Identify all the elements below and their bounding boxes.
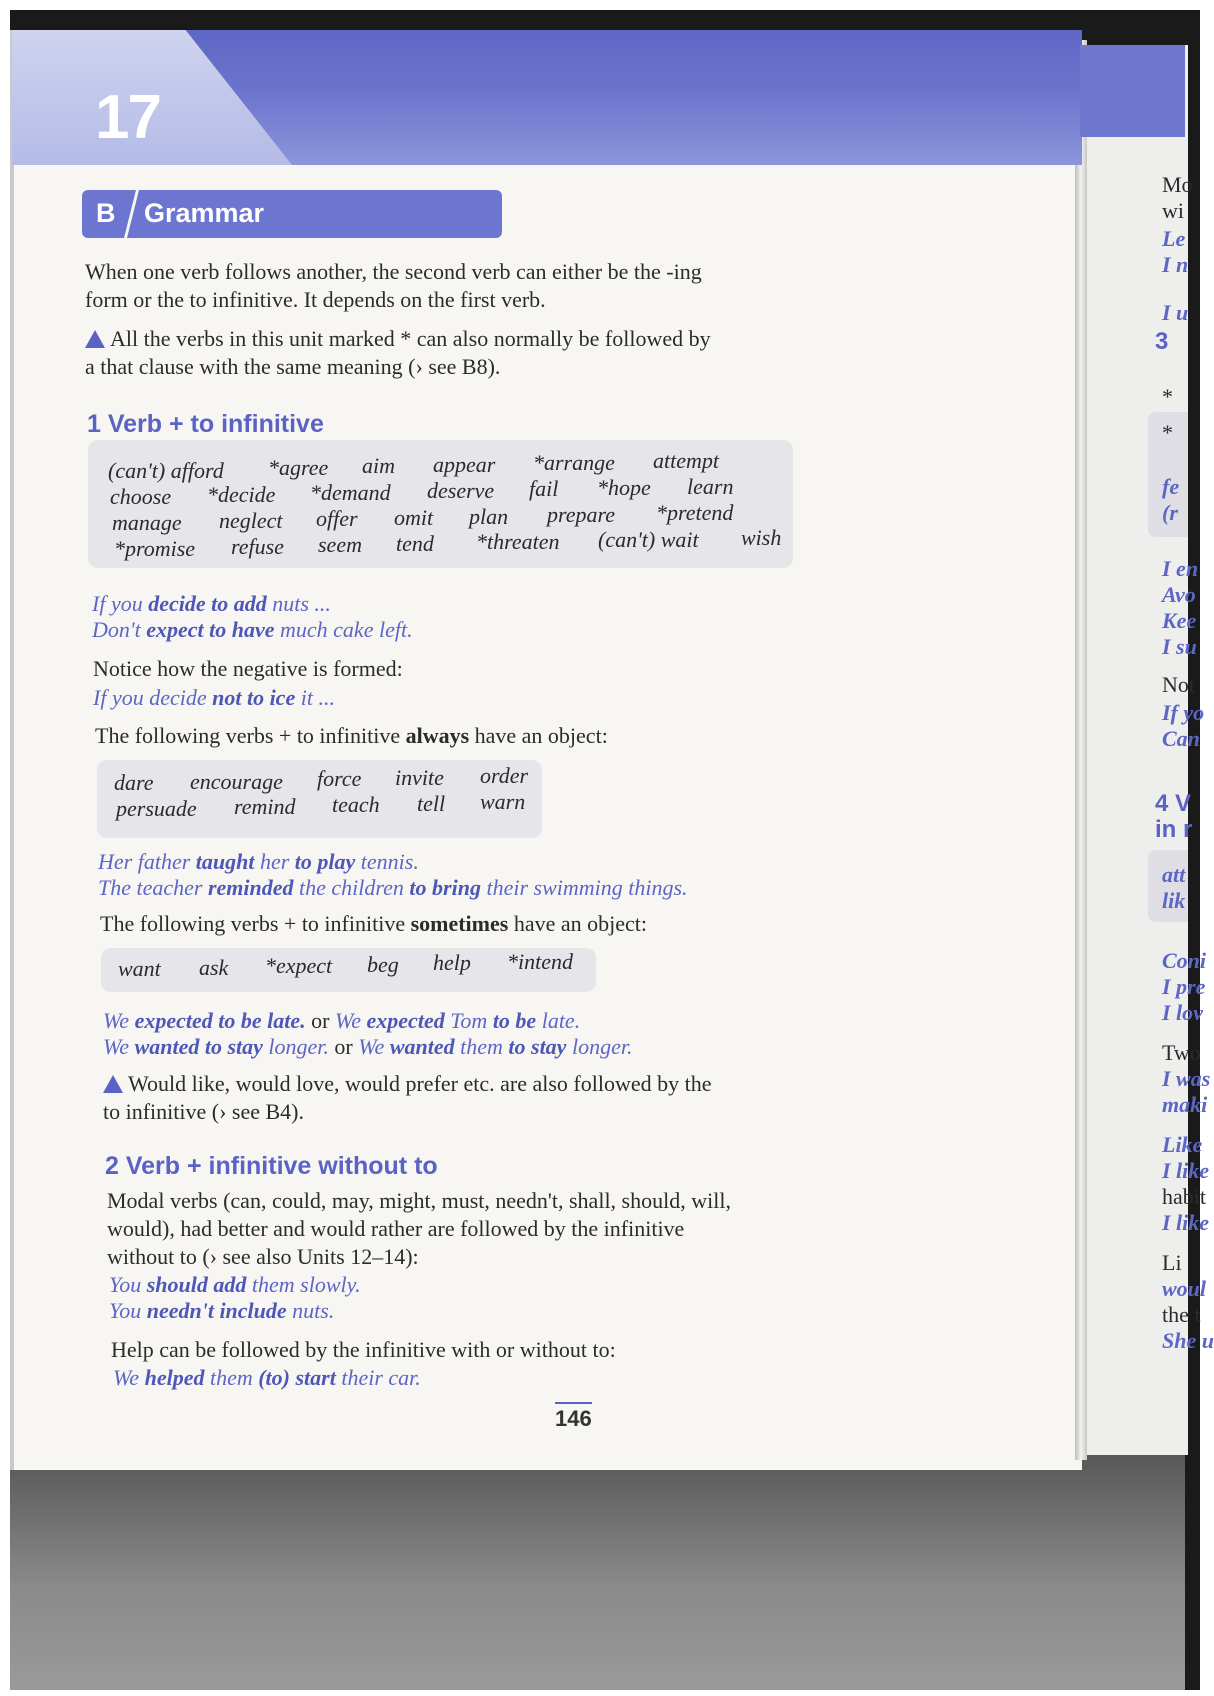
right-page-fragment: in r [1155,816,1193,843]
example-taught: Her father taught her to play tennis. [98,849,419,874]
section-letter: B [96,198,116,228]
verb-item: *threaten [476,529,560,555]
verb-item: help [433,950,471,976]
right-page-fragment: Mo [1162,172,1193,197]
warning-icon [103,1075,123,1093]
verb-item: *intend [507,948,573,974]
right-page-fragment: fe [1162,474,1180,499]
right-page-fragment: maki [1162,1092,1208,1117]
right-page-fragment: She u [1162,1328,1214,1353]
verb-item: deserve [427,478,495,504]
help-line: Help can be followed by the infinitive with or without to: [111,1337,616,1362]
right-page-fragment: Not [1162,672,1195,697]
example-decide: If you decide to add nuts ... [92,591,331,616]
intro-line-2: form or the to infinitive. It depends on the first verb. [85,287,546,312]
section-2-title: 2 Verb + infinitive without to [105,1152,438,1180]
right-page-fragment: Can [1162,726,1200,751]
verb-item: refuse [231,533,284,559]
verb-item: *hope [597,475,651,501]
verb-item: neglect [219,508,283,533]
right-page-fragment: I lov [1162,1000,1203,1025]
section-1-title: 1 Verb + to infinitive [87,410,324,438]
verb-item: force [317,766,362,792]
section-header [82,190,502,238]
negative-example: If you decide not to ice it ... [93,685,335,710]
right-page-fragment: Avo [1162,582,1196,607]
verb-item: *promise [114,535,196,561]
verb-item: choose [110,483,172,509]
would-like-note-line-2: to infinitive (› see B4). [103,1099,305,1124]
example-should-add: You should add them slowly. [109,1272,361,1297]
verb-item: *expect [265,953,333,979]
right-page-fragment: Li [1162,1250,1182,1275]
always-object-intro: The following verbs + to infinitive always have an object: [95,723,608,748]
would-like-note-line-1: Would like, would love, would prefer etc. are also followed by the [103,1070,712,1098]
verb-item: warn [480,789,526,815]
right-page-fragment: the t [1162,1302,1201,1327]
right-page-fragment: I was [1162,1066,1211,1091]
example-helped: We helped them (to) start their car. [113,1365,421,1390]
right-page-fragment: Le [1162,226,1186,251]
verb-item: attempt [653,448,719,474]
right-page-fragment: I en [1162,556,1199,581]
verb-item: *decide [207,482,276,508]
right-page-fragment: att [1162,862,1186,887]
page-edge [10,30,14,1470]
intro-note-line-2: a that clause with the same meaning (› see B8). [85,354,501,379]
verb-item: ask [199,954,229,980]
verb-item: wish [741,524,782,550]
warning-icon [85,330,105,348]
example-neednt-include: You needn't include nuts. [109,1298,335,1323]
right-page-fragment: wi [1162,198,1184,223]
header-divider [124,190,139,238]
verb-item: tell [417,790,446,816]
right-page-fragment: * [1162,384,1173,409]
right-page-fragment: Two [1162,1040,1201,1065]
right-page-fragment: woul [1162,1276,1207,1301]
modal-line-2: would), had better and would rather are followed by the infinitive [107,1216,685,1241]
verb-item: persuade [116,795,197,821]
verb-item: remind [234,793,296,819]
verb-item: order [480,763,529,789]
right-page-fragment: lik [1162,888,1186,913]
verb-item: manage [112,509,182,535]
example-expect: Don't expect to have much cake left. [92,617,413,642]
verb-item: teach [332,792,380,818]
verb-item: *arrange [533,450,615,476]
verb-item: tend [396,530,434,556]
verb-item: (can't) afford [108,458,224,483]
verb-item: omit [394,504,434,530]
unit-number: 17 [95,83,160,152]
verb-item: *pretend [656,500,734,526]
modal-line-3: without to (› see also Units 12–14): [107,1244,419,1269]
verb-item: learn [687,473,734,499]
right-page-fragment: I su [1162,634,1197,659]
right-page-fragment: Coni [1162,948,1207,973]
right-page-fragment: 4 V [1155,790,1192,817]
verb-item: dare [114,770,154,795]
book-spine [1075,40,1087,1460]
modal-line-1: Modal verbs (can, could, may, might, must, needn't, shall, should, will, [107,1188,731,1213]
intro-line-1: When one verb follows another, the second verb can either be the -ing [85,259,702,284]
verb-item: (can't) wait [598,527,699,553]
right-page-fragment: I like [1162,1210,1210,1235]
verb-item: prepare [547,502,616,528]
verb-item: appear [433,452,496,478]
verb-item: seem [318,532,362,558]
right-page-banner [1080,45,1185,137]
page-number: 146 [555,1402,592,1432]
right-page-fragment: habit [1162,1184,1206,1209]
right-page-fragment: Kee [1162,608,1197,633]
right-page-fragment: I n [1162,252,1189,277]
right-page-fragment: I like [1162,1158,1210,1183]
negative-intro: Notice how the negative is formed: [93,656,403,681]
verb-item: *demand [310,480,391,506]
right-page-fragment: (r [1162,500,1178,525]
verb-item: beg [367,951,399,977]
intro-note-line-1: All the verbs in this unit marked * can also normally be followed by [85,325,711,353]
example-wanted: We wanted to stay longer. or We wanted them to stay longer. [103,1034,633,1059]
section-title: Grammar [144,198,265,228]
verb-item: encourage [190,768,283,794]
example-reminded: The teacher reminded the children to bring their swimming things. [98,875,688,900]
verb-item: plan [469,503,509,529]
right-page-fragment: I pre [1162,974,1206,999]
verb-item: *agree [268,455,329,481]
verb-item: offer [316,506,358,532]
verb-item: aim [362,453,395,479]
right-page-fragment: 3 [1155,328,1169,355]
right-page-fragment: Like [1162,1132,1203,1157]
example-expected: We expected to be late. or We expected Tom to be late. [103,1008,581,1033]
right-page-fragment: I u [1162,300,1189,325]
right-page-fragment: * [1162,420,1173,445]
verb-item: want [118,956,161,981]
verb-item: invite [395,764,444,790]
right-page-fragment: If yo [1162,700,1205,725]
sometimes-object-intro: The following verbs + to infinitive sometimes have an object: [100,911,647,936]
verb-item: fail [529,476,559,502]
